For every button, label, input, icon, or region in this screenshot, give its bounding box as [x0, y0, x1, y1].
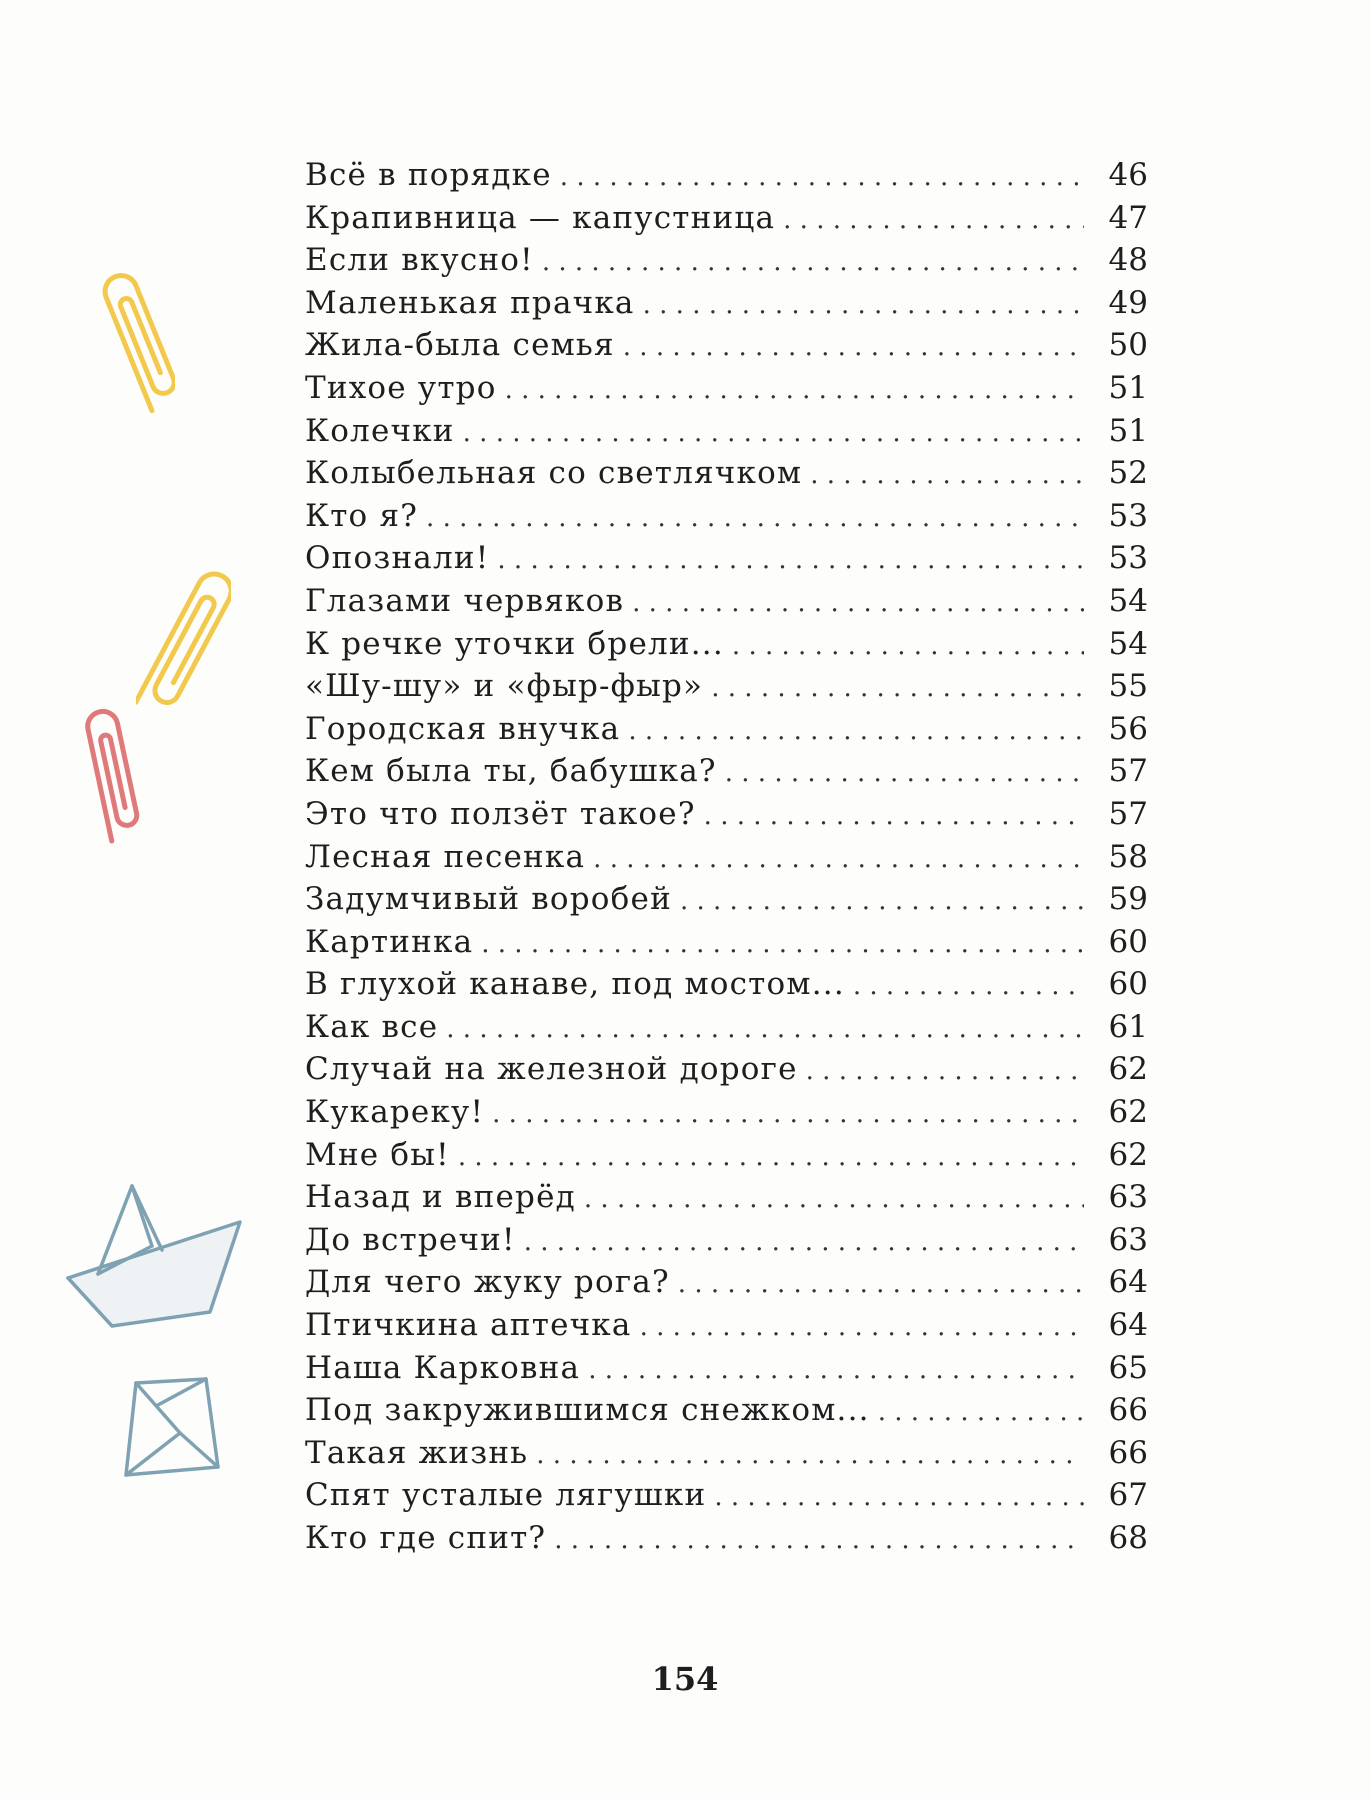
toc-entry-page: 58 — [1108, 838, 1148, 875]
toc-entry-page: 51 — [1108, 369, 1148, 406]
dot-leader — [704, 795, 1084, 838]
toc-entry-page: 57 — [1108, 753, 1148, 790]
dot-leader — [426, 497, 1084, 540]
toc-entry — [305, 1474, 1148, 1517]
envelope-icon — [118, 1375, 228, 1485]
toc-entry-title: Лесная песенка — [305, 838, 586, 875]
dot-leader — [878, 1391, 1084, 1434]
toc-entry — [305, 921, 1148, 964]
toc-entry — [305, 1304, 1148, 1347]
dot-leader — [593, 838, 1084, 881]
toc-entry — [305, 537, 1148, 580]
toc-entry-title: Под закружившимся снежком... — [305, 1392, 870, 1429]
dot-leader — [536, 1434, 1084, 1477]
dot-leader — [542, 241, 1084, 284]
dot-leader — [584, 1178, 1084, 1221]
toc-entry-page: 62 — [1108, 1094, 1148, 1131]
toc-entry-title: Колыбельная со светлячком — [305, 455, 803, 492]
toc-entry-page: 48 — [1108, 242, 1148, 279]
toc-entry-title: Наша Карковна — [305, 1349, 581, 1386]
dot-leader — [628, 710, 1084, 753]
dot-leader — [714, 1476, 1084, 1519]
dot-leader — [853, 965, 1084, 1008]
toc-entry-title: Назад и вперёд — [305, 1179, 576, 1216]
dot-leader — [640, 1306, 1084, 1349]
toc-entry-title: Кукареку! — [305, 1094, 485, 1131]
toc-entry-title: Крапивница — капустница — [305, 199, 776, 236]
dot-leader — [446, 1008, 1084, 1051]
toc-entry-page: 53 — [1108, 497, 1148, 534]
toc-entry-title: Это что ползёт такое? — [305, 795, 696, 832]
toc-entry-page: 49 — [1108, 284, 1148, 321]
toc-entry-title: Спят усталые лягушки — [305, 1477, 707, 1514]
toc-entry-page: 60 — [1108, 923, 1148, 960]
toc-entry-title: Кто я? — [305, 497, 419, 534]
toc-entry-page: 52 — [1108, 455, 1148, 492]
paperclip-icon — [70, 700, 150, 850]
toc-entry-title: Глазами червяков — [305, 582, 625, 619]
toc-entry-page: 50 — [1108, 327, 1148, 364]
toc-entry-page: 64 — [1108, 1264, 1148, 1301]
toc-entry — [305, 1006, 1148, 1049]
toc-entry-page: 59 — [1108, 881, 1148, 918]
toc-entry — [305, 708, 1148, 751]
paper-boat-icon — [60, 1180, 250, 1330]
toc-entry — [305, 1347, 1148, 1390]
toc-entry-page: 47 — [1108, 199, 1148, 236]
dot-leader — [810, 454, 1084, 497]
toc-entry-title: Такая жизнь — [305, 1434, 529, 1471]
toc-entry-title: К речке уточки брели... — [305, 625, 724, 662]
toc-entry — [305, 495, 1148, 538]
toc-entry — [305, 239, 1148, 282]
toc-entry — [305, 963, 1148, 1006]
toc-entry — [305, 1389, 1148, 1432]
toc-entry — [305, 878, 1148, 921]
toc-entry-title: Маленькая прачка — [305, 284, 635, 321]
dot-leader — [680, 880, 1084, 923]
page-number: 154 — [651, 1660, 719, 1698]
toc-entry-page: 68 — [1108, 1520, 1148, 1556]
toc-entry-title: Опознали! — [305, 540, 490, 577]
toc-entry — [305, 1091, 1148, 1134]
toc-entry-page: 66 — [1108, 1434, 1148, 1471]
table-of-contents — [305, 154, 1148, 1560]
dot-leader — [505, 369, 1084, 412]
dot-leader — [492, 1093, 1084, 1136]
toc-entry-title: В глухой канаве, под мостом... — [305, 966, 845, 1003]
toc-entry-title: Колечки — [305, 412, 455, 449]
dot-leader — [481, 923, 1084, 966]
toc-entry-page: 62 — [1108, 1136, 1148, 1173]
toc-entry-page: 64 — [1108, 1307, 1148, 1344]
dot-leader — [623, 326, 1084, 369]
toc-entry-title: Городская внучка — [305, 710, 621, 747]
toc-entry — [305, 580, 1148, 623]
dot-leader — [497, 539, 1084, 582]
toc-entry-title: Всё в порядке — [305, 157, 552, 193]
toc-entry-title: Картинка — [305, 923, 474, 960]
dot-leader — [560, 156, 1084, 199]
toc-entry-title: Птичкина аптечка — [305, 1307, 632, 1344]
dot-leader — [783, 199, 1084, 242]
toc-entry — [305, 1219, 1148, 1262]
toc-entry-page: 56 — [1108, 710, 1148, 747]
toc-entry-page: 46 — [1108, 157, 1148, 193]
toc-entry — [305, 1134, 1148, 1177]
dot-leader — [458, 1136, 1084, 1179]
toc-entry — [305, 836, 1148, 879]
toc-entry-title: Случай на железной дороге — [305, 1051, 798, 1088]
toc-entry-page: 63 — [1108, 1221, 1148, 1258]
dot-leader — [732, 625, 1084, 668]
toc-entry-title: Кто где спит? — [305, 1520, 547, 1556]
toc-entry-title: Как все — [305, 1008, 439, 1045]
toc-entry-title: Жила-была семья — [305, 327, 615, 364]
toc-entry — [305, 750, 1148, 793]
toc-entry — [305, 1261, 1148, 1304]
toc-entry — [305, 793, 1148, 836]
paperclip-icon — [136, 552, 231, 727]
toc-entry-page: 61 — [1108, 1008, 1148, 1045]
toc-entry — [305, 1432, 1148, 1475]
toc-entry-page: 65 — [1108, 1349, 1148, 1386]
dot-leader — [806, 1050, 1084, 1093]
toc-entry — [305, 410, 1148, 453]
toc-entry-page: 54 — [1108, 582, 1148, 619]
toc-entry — [305, 665, 1148, 708]
toc-entry — [305, 154, 1148, 197]
toc-entry-title: Мне бы! — [305, 1136, 450, 1173]
toc-entry-page: 51 — [1108, 412, 1148, 449]
dot-leader — [463, 412, 1084, 455]
dot-leader — [643, 284, 1084, 327]
toc-entry — [305, 623, 1148, 666]
toc-entry-title: До встречи! — [305, 1221, 516, 1258]
dot-leader — [632, 582, 1084, 625]
toc-entry — [305, 367, 1148, 410]
toc-entry — [305, 452, 1148, 495]
toc-entry-page: 57 — [1108, 795, 1148, 832]
toc-entry-page: 54 — [1108, 625, 1148, 662]
toc-entry-page: 67 — [1108, 1477, 1148, 1514]
dot-leader — [588, 1349, 1084, 1392]
toc-entry — [305, 324, 1148, 367]
toc-entry-title: Для чего жуку рога? — [305, 1264, 670, 1301]
dot-leader — [554, 1519, 1084, 1562]
toc-entry — [305, 282, 1148, 325]
toc-entry-title: Если вкусно! — [305, 242, 534, 279]
toc-entry-page: 62 — [1108, 1051, 1148, 1088]
toc-entry-page: 60 — [1108, 966, 1148, 1003]
toc-entry-page: 66 — [1108, 1392, 1148, 1429]
toc-entry — [305, 1176, 1148, 1219]
toc-entry-title: Задумчивый воробей — [305, 881, 672, 918]
toc-entry-title: Тихое утро — [305, 369, 497, 406]
toc-entry-title: «Шу-шу» и «фыр-фыр» — [305, 668, 704, 705]
paperclip-icon — [95, 262, 175, 422]
toc-entry — [305, 1517, 1148, 1560]
toc-entry-page: 63 — [1108, 1179, 1148, 1216]
dot-leader — [524, 1221, 1084, 1264]
dot-leader — [678, 1263, 1084, 1306]
toc-entry-page: 53 — [1108, 540, 1148, 577]
dot-leader — [725, 752, 1084, 795]
toc-entry-page: 55 — [1108, 668, 1148, 705]
toc-entry-title: Кем была ты, бабушка? — [305, 753, 717, 790]
dot-leader — [711, 667, 1084, 710]
toc-entry — [305, 1048, 1148, 1091]
toc-entry — [305, 197, 1148, 240]
